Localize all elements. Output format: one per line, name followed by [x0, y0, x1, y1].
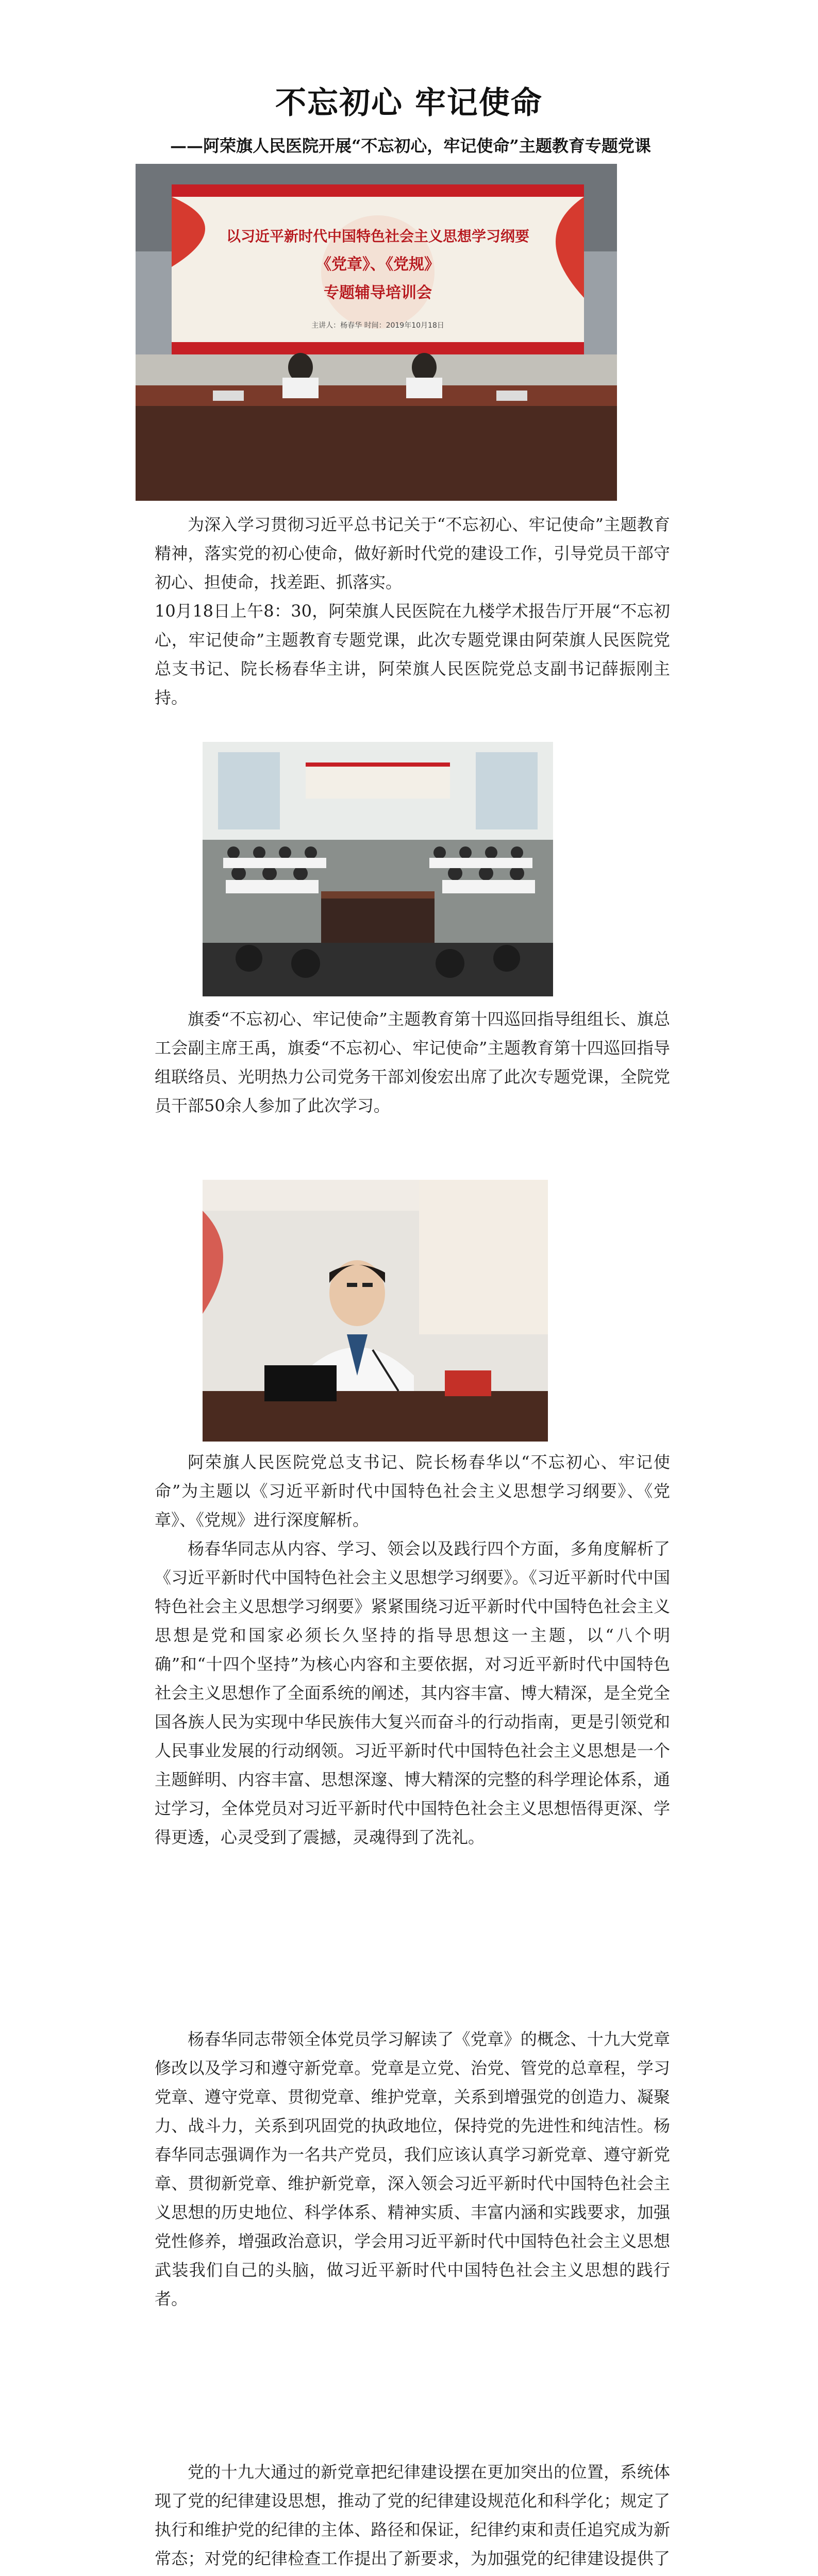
- photo-lecture-banner: [136, 164, 617, 501]
- paragraph-3: 旗委“不忘初心、牢记使命”主题教育第十四巡回指导组组长、旗总工会副主席王禹，旗委“不忘初心、牢记使命”主题教育第十四巡回指导组联络员、光明热力公司党务干部刘俊宏出席了此次专题党课，全院党员干部50余人参加了此次学习。: [155, 1009, 670, 1115]
- banner-line-2: 《党章》、《党规》: [316, 256, 440, 274]
- audience-scene: [203, 742, 553, 996]
- banner-line-1: 以习近平新时代中国特色社会主义思想学习纲要: [226, 228, 530, 245]
- paragraph-7: 党的十九大通过的新党章把纪律建设摆在更加突出的位置，系统体现了党的纪律建设思想，推动了党的纪律建设规范化和科学化；规定了执行和维护党的纪律的主体、路径和保证，纪律约束和责任追究成为新常态；对党的纪律检查工作提出了新要求，为加强党的纪律建设提供了: [155, 2462, 670, 2568]
- paragraph-5: 杨春华同志从内容、学习、领会以及践行四个方面，多角度解析了《习近平新时代中国特色社会主义思想学习纲要》。《习近平新时代中国特色社会主义思想学习纲要》紧紧围绕习近平新时代中国特色社会主义思想是党和国家必须长久坚持的指导思想这一主题，以“八个明确”和“十四个坚持”为核心内容和主要依据，对习近平新时代中国特色社会主义思想作了全面系统的阐述，其内容丰富、博大精深，是全党全国各族人民为实现中华民族伟大复兴而奋斗的行动指南，更是引领党和人民事业发展的行动纲领。习近平新时代中国特色社会主义思想是一个主题鲜明、内容丰富、思想深邃、博大精深的完整的科学理论体系，通过学习，全体党员对习近平新时代中国特色社会主义思想悟得更深、学得更透，心灵受到了震撼，灵魂得到了洗礼。: [155, 1539, 670, 1847]
- photo-audience: [203, 742, 553, 996]
- speaker-scene: [203, 1180, 548, 1442]
- paragraph-4: 阿荣旗人民医院党总支书记、院长杨春华以“不忘初心、牢记使命”为主题以《习近平新时代中国特色社会主义思想学习纲要》、《党章》、《党规》进行深度解析。: [155, 1452, 670, 1530]
- banner-line-3: 专题辅导培训会: [324, 284, 432, 302]
- banner-meta: 主讲人：杨春华 时间：2019年10月18日: [311, 321, 444, 330]
- paragraph-2: 10月18日上午8：30，阿荣旗人民医院在九楼学术报告厅开展“不忘初心，牢记使命”主题教育专题党课，此次专题党课由阿荣旗人民医院党总支书记、院长杨春华主讲，阿荣旗人民医院党总支副书记薛振刚主持。: [155, 601, 670, 707]
- article-subtitle: ——阿荣旗人民医院开展“不忘初心，牢记使命”主题教育专题党课: [170, 136, 651, 156]
- article-title: 不忘初心 牢记使命: [275, 85, 543, 121]
- paragraph-1: 为深入学习贯彻习近平总书记关于“不忘初心、牢记使命”主题教育精神，落实党的初心使命，做好新时代党的建设工作，引导党员干部守初心、担使命，找差距、抓落实。: [155, 515, 670, 592]
- photo-speaker: [203, 1180, 548, 1442]
- paragraph-6: 杨春华同志带领全体党员学习解读了《党章》的概念、十九大党章修改以及学习和遵守新党章。党章是立党、治党、管党的总章程，学习党章、遵守党章、贯彻党章、维护党章，关系到增强党的创造力、凝聚力、战斗力，关系到巩固党的执政地位，保持党的先进性和纯洁性。杨春华同志强调作为一名共产党员，我们应该认真学习新党章、遵守新党章、贯彻新党章、维护新党章，深入领会习近平新时代中国特色社会主义思想的历史地位、科学体系、精神实质、丰富内涵和实践要求，加强党性修养，增强政治意识，学会用习近平新时代中国特色社会主义思想武装我们自己的头脑，做习近平新时代中国特色社会主义思想的践行者。: [155, 2029, 670, 2309]
- lecture-banner-scene: [136, 164, 617, 501]
